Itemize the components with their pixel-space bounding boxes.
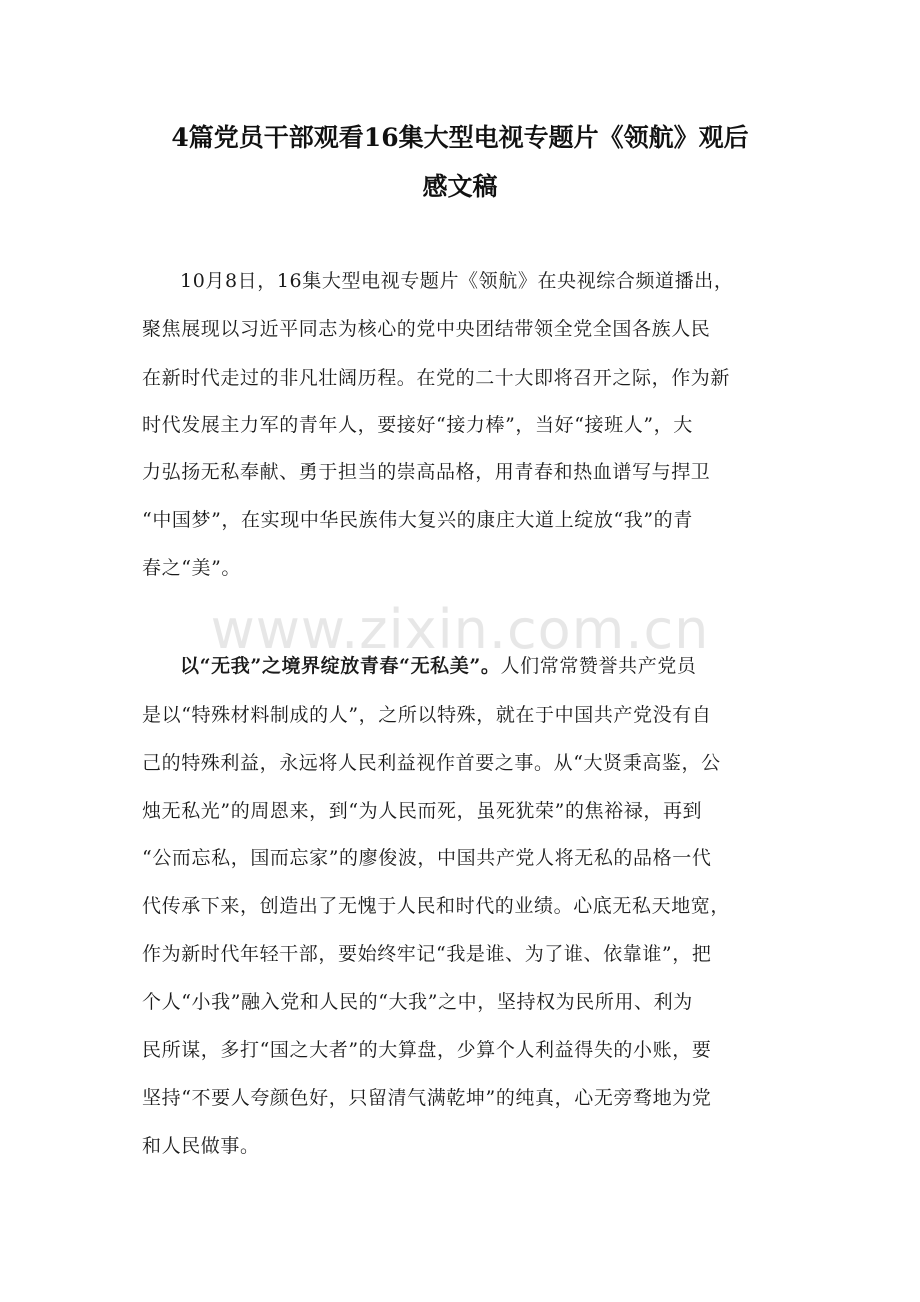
watermark: www.zixin.com.cn xyxy=(210,598,710,661)
document-title-line-1: 4篇党员干部观看16集大型电视专题片《领航》观后 xyxy=(171,123,749,152)
paragraph-1-line-5: 力弘扬无私奉献、勇于担当的崇高品格，用青春和热血谱写与捍卫 xyxy=(142,461,711,483)
document-title-line-2: 感文稿 xyxy=(422,172,498,201)
paragraph-2-line-3: 己的特殊利益，永远将人民利益视作首要之事。从“大贤秉高鉴，公 xyxy=(142,752,721,774)
paragraph-1-line-2: 聚焦展现以习近平同志为核心的党中央团结带领全党全国各族人民 xyxy=(142,318,711,340)
paragraph-2-line-7: 作为新时代年轻干部，要始终牢记“我是谁、为了谁、依靠谁”，把 xyxy=(142,943,712,965)
paragraph-1-line-3: 在新时代走过的非凡壮阔历程。在党的二十大即将召开之际，作为新 xyxy=(142,367,731,389)
paragraph-2-first-line-rest: 人们常常赞誉共产党员 xyxy=(500,655,697,677)
paragraph-2-line-11: 和人民做事。 xyxy=(142,1135,260,1157)
paragraph-2-line-4: 烛无私光”的周恩来，到“为人民而死，虽死犹荣”的焦裕禄，再到 xyxy=(142,800,703,822)
paragraph-2-line-6: 代传承下来，创造出了无愧于人民和时代的业绩。心底无私天地宽， xyxy=(142,895,731,917)
paragraph-2-line-1 xyxy=(180,651,697,681)
paragraph-2-line-10: 坚持“不要人夸颜色好，只留清气满乾坤”的纯真，心无旁骛地为党 xyxy=(142,1087,712,1109)
paragraph-1-line-7: 春之“美”。 xyxy=(142,557,242,579)
paragraph-2-line-9: 民所谋，多打“国之大者”的大算盘，少算个人利益得失的小账，要 xyxy=(142,1039,712,1061)
paragraph-2-line-2: 是以“特殊材料制成的人”，之所以特殊，就在于中国共产党没有自 xyxy=(142,704,712,726)
paragraph-2-line-5: “公而忘私，国而忘家”的廖俊波，中国共产党人将无私的品格一代 xyxy=(142,847,712,869)
paragraph-1-line-6: “中国梦”，在实现中华民族伟大复兴的康庄大道上绽放“我”的青 xyxy=(142,509,693,531)
paragraph-2-heading: 以“无我”之境界绽放青春“无私美”。 xyxy=(180,655,501,677)
paragraph-2-line-8: 个人“小我”融入党和人民的“大我”之中，坚持权为民所用、利为 xyxy=(142,991,693,1013)
paragraph-1-line-1: 10月8日，16集大型电视专题片《领航》在央视综合频道播出， xyxy=(180,270,734,292)
paragraph-1-line-4: 时代发展主力军的青年人，要接好“接力棒”，当好“接班人”，大 xyxy=(142,414,693,436)
